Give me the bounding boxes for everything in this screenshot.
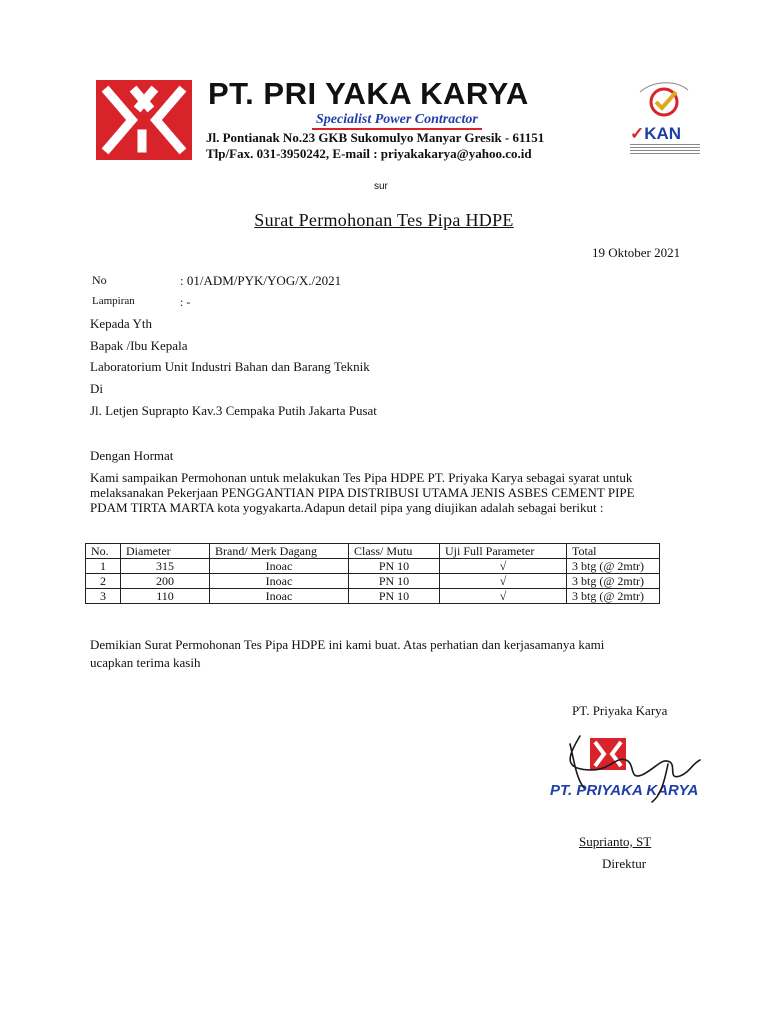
stamp-text: PT. PRIYAKA KARYA — [550, 782, 699, 799]
cell-total: 3 btg (@ 2mtr) — [567, 589, 660, 604]
signing-company: PT. Priyaka Karya — [572, 703, 668, 718]
recipient-line-2: Laboratorium Unit Industri Bahan dan Barang Teknik — [90, 359, 370, 374]
company-stamp — [540, 730, 718, 824]
kan-subtext — [630, 144, 700, 154]
closing-line-2: ucapkan terima kasih — [90, 655, 201, 670]
closing-line-1: Demikian Surat Permohonan Tes Pipa HDPE ini kami buat. Atas perhatian dan kerjasamanya kami — [90, 637, 605, 652]
signer-name: Suprianto, ST — [579, 834, 652, 849]
intro-line-3: PDAM TIRTA MARTA kota yogyakarta.Adapun detail pipa yang diujikan adalah sebagai berikut : — [90, 500, 604, 515]
pipe-test-table — [85, 543, 660, 604]
greeting: Dengan Hormat — [90, 448, 174, 463]
cell-no: 2 — [86, 574, 121, 589]
company-tagline: Specialist Power Contractor — [312, 112, 482, 130]
intro-line-2: melaksanakan Pekerjaan PENGGANTIAN PIPA DISTRIBUSI UTAMA JENIS ASBES CEMENT PIPE — [90, 485, 635, 500]
reference-number-value: : 01/ADM/PYK/YOG/X./2021 — [180, 273, 342, 288]
cell-class: PN 10 — [349, 559, 440, 574]
reference-number-label: No — [92, 273, 107, 287]
header-total: Total — [567, 544, 660, 559]
stray-text: sur — [374, 181, 388, 192]
cell-full-parameter: √ — [440, 574, 567, 589]
cell-full-parameter: √ — [440, 589, 567, 604]
table-row — [86, 559, 660, 574]
recipient-line-3: Di — [90, 381, 103, 396]
cell-no: 3 — [86, 589, 121, 604]
attachment-value: : - — [180, 295, 191, 309]
letter-title: Surat Permohonan Tes Pipa HDPE — [254, 210, 514, 230]
recipient-line-1: Bapak /Ibu Kepala — [90, 338, 188, 353]
header-brand: Brand/ Merk Dagang — [210, 544, 349, 559]
cell-full-parameter: √ — [440, 559, 567, 574]
cell-diameter: 315 — [121, 559, 210, 574]
cell-brand: Inoac — [210, 589, 349, 604]
table-header-row — [86, 544, 660, 559]
header-diameter: Diameter — [121, 544, 210, 559]
company-contact: Tlp/Fax. 031-3950242, E-mail : priyakakarya@yahoo.co.id — [206, 146, 532, 161]
cell-class: PN 10 — [349, 589, 440, 604]
company-name: PT. PRI YAKA KARYA — [208, 76, 529, 111]
attachment-label: Lampiran — [92, 295, 135, 307]
company-logo — [96, 80, 192, 160]
cell-diameter: 200 — [121, 574, 210, 589]
table-row — [86, 574, 660, 589]
recipient-address: Jl. Letjen Suprapto Kav.3 Cempaka Putih Jakarta Pusat — [90, 403, 377, 418]
header-class: Class/ Mutu — [349, 544, 440, 559]
cell-class: PN 10 — [349, 574, 440, 589]
header-full-parameter: Uji Full Parameter — [440, 544, 567, 559]
letter-date: 19 Oktober 2021 — [592, 245, 681, 260]
cell-brand: Inoac — [210, 574, 349, 589]
intro-line-1: Kami sampaikan Permohonan untuk melakukan Tes Pipa HDPE PT. Priyaka Karya sebagai syarat untuk — [90, 470, 633, 485]
header-no: No. — [86, 544, 121, 559]
table-row — [86, 589, 660, 604]
signer-title: Direktur — [602, 856, 647, 871]
cell-total: 3 btg (@ 2mtr) — [567, 574, 660, 589]
kan-label: ✓KAN — [630, 124, 682, 143]
kan-accreditation-mark — [630, 124, 700, 160]
company-address: Jl. Pontianak No.23 GKB Sukomulyo Manyar Gresik - 61151 — [206, 130, 545, 145]
cell-diameter: 110 — [121, 589, 210, 604]
cell-no: 1 — [86, 559, 121, 574]
cell-total: 3 btg (@ 2mtr) — [567, 559, 660, 574]
cell-brand: Inoac — [210, 559, 349, 574]
recipient-salutation: Kepada Yth — [90, 316, 152, 331]
certification-checkmark-icon — [632, 82, 696, 118]
handwritten-signature — [540, 730, 718, 824]
